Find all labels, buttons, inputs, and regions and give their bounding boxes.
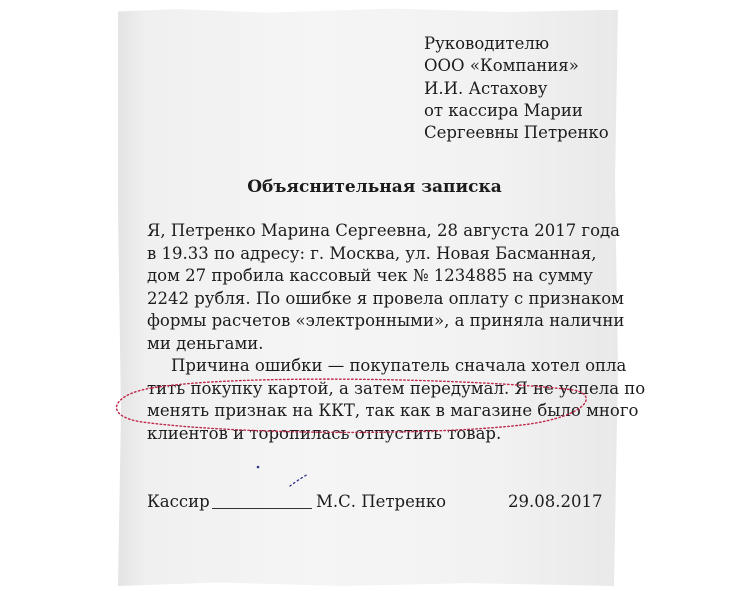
body-line: дом 27 пробила кассовый чек № 1234885 на сумму bbox=[147, 266, 593, 285]
signature-mark bbox=[250, 460, 320, 494]
body-line: формы расчетов «электронными», а приняла налични bbox=[147, 311, 625, 330]
body-line: 2242 рубля. По ошибке я провела оплату с признаком bbox=[147, 288, 624, 308]
signature-role: Кассир bbox=[147, 492, 210, 511]
addressee-line: Руководителю bbox=[424, 34, 550, 53]
body-line: в 19.33 по адресу: г. Москва, ул. Новая Басманная, bbox=[147, 243, 597, 263]
body-line: Причина ошибки — покупатель сначала хотел опла bbox=[171, 356, 627, 375]
body-line: клиентов и торопилась отпустить товар. bbox=[147, 423, 502, 443]
body-line: менять признак на ККТ, так как в магазине было много bbox=[147, 401, 639, 420]
highlight-oval bbox=[112, 376, 646, 436]
addressee-line: Сергеевны Петренко bbox=[424, 123, 609, 143]
addressee-line: И.И. Астахову bbox=[424, 78, 548, 98]
signature-underline bbox=[212, 508, 312, 509]
signature-date: 29.08.2017 bbox=[508, 492, 603, 511]
body-line: тить покупку картой, а затем передумал. Я не успела по bbox=[147, 378, 646, 398]
document-title-text: Объяснительная записка bbox=[247, 177, 502, 197]
addressee-line: ООО «Компания» bbox=[424, 56, 579, 76]
addressee-line: от кассира Марии bbox=[424, 100, 583, 120]
document-title bbox=[0, 176, 749, 198]
addressee-block bbox=[424, 33, 609, 144]
body-line: Я, Петренко Марина Сергеевна, 28 августа 2017 года bbox=[147, 221, 621, 240]
body-line: ми деньгами. bbox=[147, 333, 264, 353]
signer-name: М.С. Петренко bbox=[316, 492, 447, 511]
